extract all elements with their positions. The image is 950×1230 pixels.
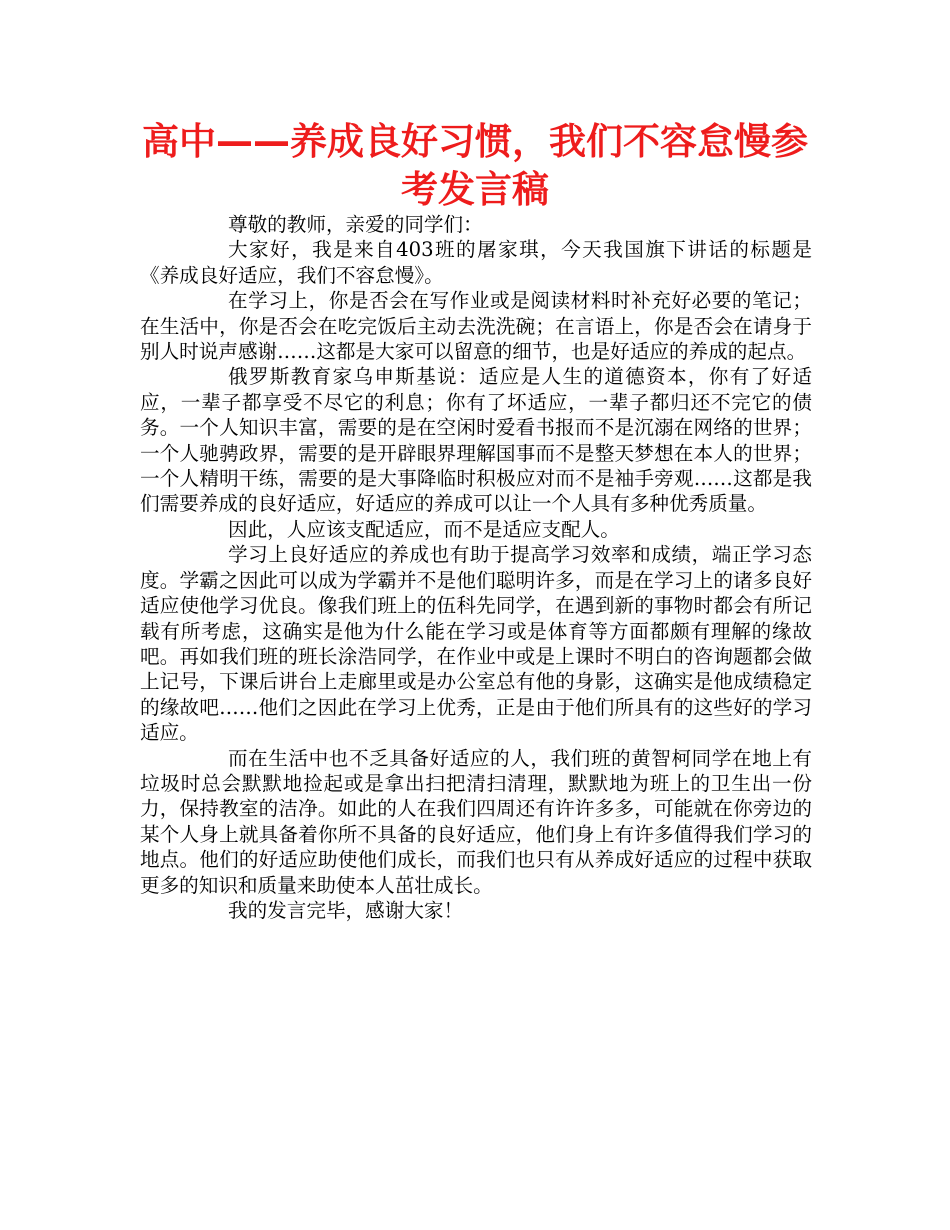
paragraph-greeting: 尊敬的教师，亲爱的同学们： (228, 213, 483, 236)
paragraph-closing: 我的发言完毕，感谢大家！ (228, 898, 464, 922)
document-body (140, 212, 812, 923)
paragraph-life-habits: 而在生活中也不乏具备好适应的人，我们班的黄智柯同学在地上有垃圾时总会默默地捡起或是拿出扫把清扫清理，默默地为班上的卫生出一份力，保持教室的洁净。如此的人在我们四周还有许许多多，可能就在你旁边的某个人身上就具备着你所不具备的良好适应，他们身上有许多值得我们学习的地点。他们的好适应助使他们成长，而我们也只有从养成好适应的过程中获取更多的知识和质量来助使本人茁壮成长。 (140, 746, 812, 897)
paragraph-quote: 俄罗斯教育家乌申斯基说：适应是人生的道德资本，你有了好适应，一辈子都享受不尽它的利息；你有了坏适应，一辈子都归还不完它的债务。一个人知识丰富，需要的是在空闲时爱看书报而不是沉溺在网络的世界；一个人驰骋政界，需要的是开辟眼界理解国事而不是整天梦想在本人的世界；一个人精明干练，需要的是大事降临时积极应对而不是袖手旁观……这都是我们需要养成的良好适应，好适应的养成可以让一个人具有多种优秀质量。 (140, 365, 812, 516)
document-title: 高中——养成良好习惯，我们不容怠慢参考发言稿 (142, 120, 808, 211)
paragraph-study-habits: 学习上良好适应的养成也有助于提高学习效率和成绩，端正学习态度。学霸之因此可以成为学霸并不是他们聪明许多，而是在学习上的诸多良好适应使他学习优良。像我们班上的伍科先同学，在遇到新的事物时都会有所记载有所考虑，这确实是他为什么能在学习或是体育等方面都颇有理解的缘故吧。再如我们班的班长涂浩同学，在作业中或是上课时不明白的咨询题都会做上记号，下课后讲台上走廊里或是办公室总有他的身影，这确实是他成绩稳定的缘故吧……他们之因此在学习上优秀，正是由于他们所具有的这些好的学习适应。 (140, 543, 812, 745)
paragraph-introduction: 大家好，我是来自403班的屠家琪，今天我国旗下讲话的标题是《养成良好适应，我们不容怠慢》。 (140, 238, 812, 287)
paragraph-daily-details: 在学习上，你是否会在写作业或是阅读材料时补充好必要的笔记；在生活中，你是否会在吃完饭后主动去洗洗碗；在言语上，你是否会在请身于别人时说声感谢……这都是大家可以留意的细节，也是好适应的养成的起点。 (140, 289, 812, 364)
paragraph-conclusion-short: 因此，人应该支配适应，而不是适应支配人。 (228, 517, 620, 541)
